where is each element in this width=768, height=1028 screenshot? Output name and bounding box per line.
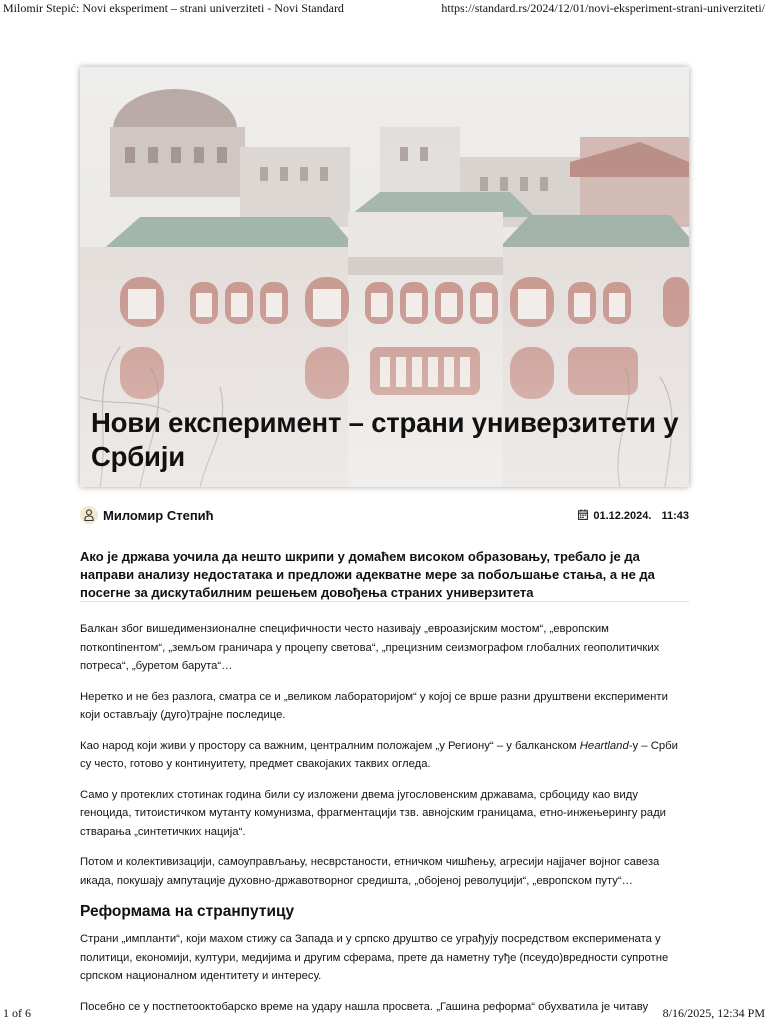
paragraph: Страни „импланти“, који махом стижу са Запада и у српско друштво се уграђују посредством експеримената у политици, економији, култури, медијима и другим сферама, прете да наметну туђе (псеудо)вредности супротне српском националном идентитету и интересу. bbox=[80, 933, 669, 982]
article-title: Нови експеримент – страни универзитети у Србији bbox=[91, 407, 679, 472]
print-footer bbox=[0, 1006, 768, 1024]
hero-image bbox=[80, 67, 689, 487]
paragraph: Неретко и не без разлога, сматра се и „великом лабораторијом“ у којој се врше разни друштвени експерименти који остављају (дуго)трајне последице. bbox=[80, 690, 668, 721]
author[interactable] bbox=[80, 506, 214, 524]
paragraph: Кao народ који живи у простору са важним, централним положајем „у Региону“ – у балканском Heartland-у – Срби су често, готово у континуитету, предмет свакојаких таквих огледа. bbox=[80, 739, 678, 770]
publish-date bbox=[578, 509, 689, 523]
divider bbox=[80, 601, 689, 602]
time-text: 11:43 bbox=[661, 510, 689, 522]
print-header bbox=[0, 0, 768, 16]
print-page-title: Milomir Stepić: Novi eksperiment – strani univerziteti - Novi Standard bbox=[3, 1, 344, 15]
print-url: https://standard.rs/2024/12/01/novi-eksperiment-strani-univerziteti/ bbox=[441, 1, 765, 15]
user-icon bbox=[80, 506, 98, 524]
paragraph: Посебно се у постпетооктобарско време на удару нашла просвета. „Гашина реформа“ обухватила је читаву bbox=[80, 1000, 649, 1013]
paragraph: Само у протеклих стотинак година били су изложени двема југословенским државама, србоциду као виду геноцида, титоистичком мутанту комунизма, фрагментацији тзв. авнојским границама, етно-инжењерингу ради стварања „синтетичких нација“. bbox=[80, 788, 666, 838]
author-name[interactable]: Миломир Степић bbox=[103, 507, 214, 523]
article-lead: Ако је држава уочила да нешто шкрипи у домаћем високом образовању, требало је да направи анализу недостатака и предложи адекватне мере за побољшање стања, а не да посегне за дискутабилним решењем довођења страних универзитета bbox=[80, 549, 655, 600]
article-meta bbox=[80, 506, 689, 530]
paragraph: Балкан због вишедимензионалне специфичности често називају „евроазијским мостом“, „европским поткontinентом“, „земљом граничара у процепу светова“, „прецизним сеизмографом глобалних геополитичких потреса“, „буретом барута“… bbox=[80, 623, 660, 672]
date-text: 01.12.2024. bbox=[593, 510, 652, 522]
page-number: 1 of 6 bbox=[3, 1006, 31, 1020]
italic-term: Heartland bbox=[579, 739, 629, 752]
paragraph: Потом и колективизацији, самоуправљању, несврстаности, етничком чишћењу, агресији најјачег војног савеза икада, покушају ампутације духовно-државотворног средишта, „обојеној револуцији“, „европском путу“… bbox=[80, 856, 660, 887]
article-body bbox=[80, 620, 684, 1028]
print-timestamp: 8/16/2025, 12:34 PM bbox=[662, 1006, 765, 1020]
section-heading: Реформама на странпутицу bbox=[80, 903, 295, 920]
calendar-icon bbox=[578, 509, 588, 523]
